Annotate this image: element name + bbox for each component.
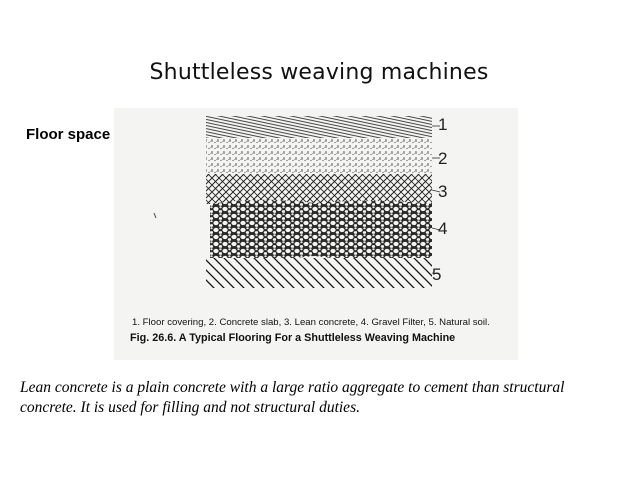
figure-legend: 1. Floor covering, 2. Concrete slab, 3. Lean concrete, 4. Gravel Filter, 5. Natural soil. [132, 317, 490, 328]
layer-lean-concrete [206, 174, 432, 204]
figure-caption: Fig. 26.6. A Typical Flooring For a Shuttleless Weaving Machine [130, 332, 456, 344]
layer-number-3: 3 [438, 182, 448, 201]
layer-gravel-filter [210, 200, 432, 261]
lean-concrete-note: Lean concrete is a plain concrete with a large ratio aggregate to cement than structural concrete. It is used for filling and not structural duties. [20, 379, 565, 416]
layer-number-5: 5 [432, 265, 442, 284]
slide-title: Shuttleless weaving machines [149, 60, 489, 85]
layer-number-2: 2 [438, 149, 448, 168]
layer-number-4: 4 [438, 219, 448, 238]
flooring-figure [114, 108, 518, 360]
floor-space-label: Floor space [26, 126, 111, 143]
layer-natural-soil [206, 258, 432, 288]
layer-concrete-slab [206, 138, 432, 174]
layer-number-1: 1 [438, 115, 448, 134]
layer-floor-covering [206, 116, 432, 138]
